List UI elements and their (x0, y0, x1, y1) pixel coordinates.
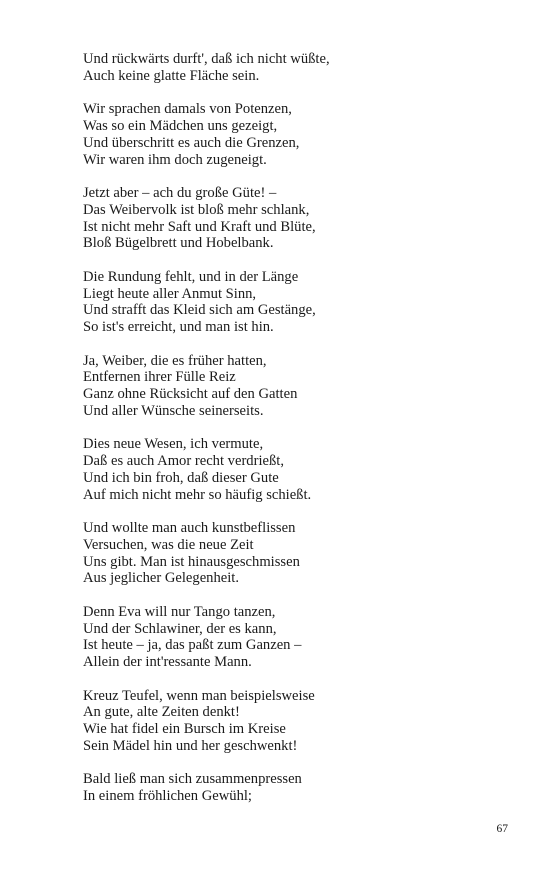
poem-line: Liegt heute aller Anmut Sinn, (83, 285, 257, 302)
poem-line: Und strafft das Kleid sich am Gestänge, (83, 302, 316, 319)
poem-line: Und ich bin froh, daß dieser Gute (83, 469, 279, 486)
poem-line: Wie hat fidel ein Bursch im Kreise (83, 721, 286, 738)
poem-line: An gute, alte Zeiten denkt! (83, 704, 240, 721)
stanza-7 (83, 520, 503, 587)
poem-line: So ist's erreicht, und man ist hin. (83, 319, 274, 336)
poem-line: Dies neue Wesen, ich vermute, (83, 436, 264, 453)
poem-line: Auf mich nicht mehr so häufig schießt. (83, 486, 312, 503)
poem-line: Und aller Wünsche seinerseits. (83, 402, 264, 419)
poem-body (83, 51, 503, 822)
poem-line: Und rückwärts durft', daß ich nicht wüßte, (83, 51, 330, 67)
poem-line: Versuchen, was die neue Zeit (83, 536, 254, 553)
poem-line: Und wollte man auch kunstbeflissen (83, 520, 296, 537)
poem-line: Wir waren ihm doch zugeneigt. (83, 151, 267, 168)
stanza-2 (83, 101, 503, 168)
poem-line: Was so ein Mädchen uns gezeigt, (83, 117, 278, 134)
poem-line: Das Weibervolk ist bloß mehr schlank, (83, 201, 310, 218)
stanza-9 (83, 688, 503, 755)
poem-line: Kreuz Teufel, wenn man beispielsweise (83, 687, 315, 704)
poem-line: Denn Eva will nur Tango tanzen, (83, 603, 276, 620)
stanza-8 (83, 604, 503, 671)
poem-line: In einem fröhlichen Gewühl; (83, 788, 252, 805)
poem-line: Bloß Bügelbrett und Hobelbank. (83, 235, 274, 252)
poem-line: Ist heute – ja, das paßt zum Ganzen – (83, 637, 302, 654)
poem-line: Allein der int'ressante Mann. (83, 654, 252, 671)
stanza-1 (83, 51, 503, 85)
poem-line: Ja, Weiber, die es früher hatten, (83, 352, 267, 369)
stanza-4 (83, 269, 503, 336)
poem-line: Ganz ohne Rücksicht auf den Gatten (83, 386, 298, 403)
stanza-3 (83, 185, 503, 252)
poem-line: Wir sprachen damals von Potenzen, (83, 101, 292, 118)
page-number: 67 (496, 823, 508, 835)
poem-line: Und der Schlawiner, der es kann, (83, 620, 277, 637)
poem-line: Daß es auch Amor recht verdrießt, (83, 453, 284, 470)
poem-line: Jetzt aber – ach du große Güte! – (83, 184, 277, 201)
stanza-10 (83, 771, 503, 805)
poem-line: Auch keine glatte Fläche sein. (83, 67, 260, 84)
poem-line: Ist nicht mehr Saft und Kraft und Blüte, (83, 218, 316, 235)
poem-line: Uns gibt. Man ist hinausgeschmissen (83, 553, 300, 570)
poem-line: Entfernen ihrer Fülle Reiz (83, 369, 236, 386)
stanza-5 (83, 353, 503, 420)
poem-line: Aus jeglicher Gelegenheit. (83, 570, 240, 587)
stanza-6 (83, 436, 503, 503)
poem-line: Und überschritt es auch die Grenzen, (83, 134, 300, 151)
poem-line: Sein Mädel hin und her geschwenkt! (83, 738, 298, 755)
poem-line: Die Rundung fehlt, und in der Länge (83, 268, 299, 285)
poem-line: Bald ließ man sich zusammenpressen (83, 771, 302, 788)
